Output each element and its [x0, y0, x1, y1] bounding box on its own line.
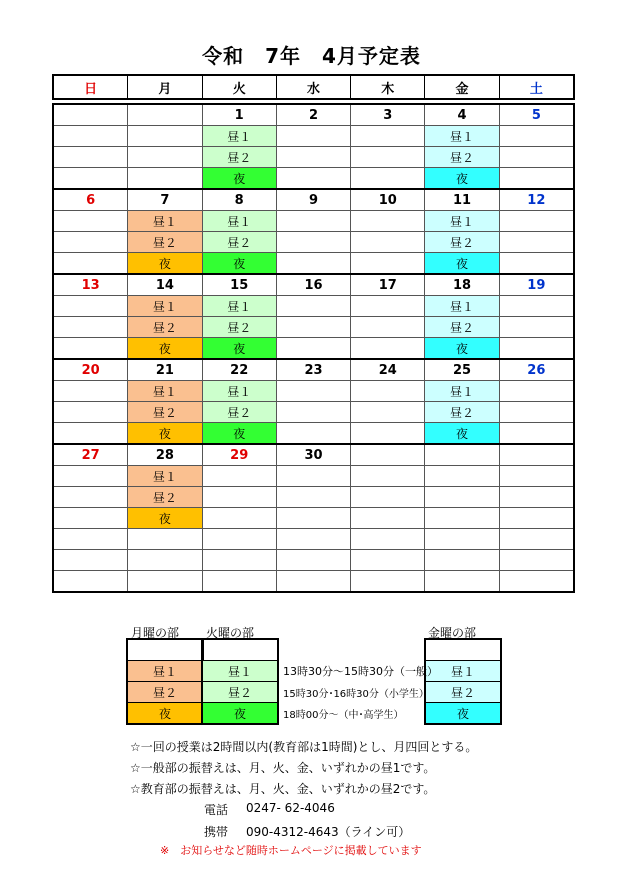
session-cell: 夜	[425, 423, 499, 445]
empty-cell	[351, 487, 425, 508]
empty-cell	[351, 402, 425, 423]
empty-cell	[499, 466, 574, 487]
mobile-number: 090-4312-4643（ライン可）	[246, 825, 411, 839]
note-general-makeup: ☆一般部の振替えは、月、火、金、いずれかの昼1です。	[130, 761, 436, 775]
note-lesson: ☆一回の授業は2時間以内(教育部は1時間)とし、月四回とする。	[130, 740, 478, 754]
empty-cell	[351, 126, 425, 147]
empty-cell	[425, 487, 499, 508]
empty-cell	[276, 550, 350, 571]
empty-cell	[351, 423, 425, 445]
day-number: 17	[351, 274, 425, 296]
empty-cell	[499, 550, 574, 571]
note-education-makeup: ☆教育部の振替えは、月、火、金、いずれかの昼2です。	[130, 782, 436, 796]
time-elementary: 15時30分･16時30分（小学生）	[283, 689, 429, 700]
session-cell: 夜	[425, 168, 499, 190]
empty-cell	[53, 529, 128, 550]
session-cell: 夜	[128, 508, 202, 529]
day-number: 2	[276, 104, 350, 126]
legend-tue	[201, 638, 279, 725]
empty-cell	[53, 338, 128, 360]
empty-cell	[202, 508, 276, 529]
session-cell: 昼１	[425, 126, 499, 147]
session-cell: 昼２	[425, 317, 499, 338]
empty-cell	[53, 508, 128, 529]
day-number: 9	[276, 189, 350, 211]
session-cell: 昼２	[202, 147, 276, 168]
weekday-sun: 日	[53, 75, 128, 99]
empty-cell	[276, 296, 350, 317]
session-row	[53, 147, 574, 168]
empty-cell	[499, 508, 574, 529]
session-cell: 夜	[128, 423, 202, 445]
empty-cell	[499, 381, 574, 402]
session-row	[53, 402, 574, 423]
empty-cell	[202, 571, 276, 593]
session-cell: 昼１	[128, 466, 202, 487]
empty-cell	[53, 126, 128, 147]
empty-cell	[351, 381, 425, 402]
empty-cell	[128, 550, 202, 571]
session-row	[53, 296, 574, 317]
day-number: 1	[202, 104, 276, 126]
day-number: 15	[202, 274, 276, 296]
empty-cell	[202, 487, 276, 508]
session-row	[53, 317, 574, 338]
day-number: 14	[128, 274, 202, 296]
session-cell: 夜	[202, 168, 276, 190]
session-cell: 昼１	[425, 211, 499, 232]
day-number: 25	[425, 359, 499, 381]
empty-cell	[276, 168, 350, 190]
day-number: 5	[499, 104, 574, 126]
empty-cell	[351, 147, 425, 168]
empty-cell	[53, 550, 128, 571]
legend-mon	[126, 638, 204, 725]
day-number: 19	[499, 274, 574, 296]
session-cell: 昼１	[202, 126, 276, 147]
session-cell: 昼２	[128, 232, 202, 253]
empty-cell	[276, 402, 350, 423]
empty-cell	[276, 487, 350, 508]
legend-fri-night: 夜	[425, 703, 501, 725]
session-cell: 昼２	[128, 487, 202, 508]
empty-cell	[351, 550, 425, 571]
empty-cell	[425, 550, 499, 571]
empty-cell	[351, 296, 425, 317]
session-cell: 昼２	[425, 232, 499, 253]
empty-cell	[499, 253, 574, 275]
day-number: 6	[53, 189, 128, 211]
session-row	[53, 126, 574, 147]
empty-cell	[499, 211, 574, 232]
empty-cell	[351, 317, 425, 338]
session-cell: 昼１	[128, 296, 202, 317]
weekday-wed: 水	[276, 75, 350, 99]
empty-cell	[499, 402, 574, 423]
session-cell: 昼１	[202, 211, 276, 232]
session-cell: 夜	[425, 253, 499, 275]
empty-cell	[499, 529, 574, 550]
weekday-tue: 火	[202, 75, 276, 99]
empty-cell	[351, 338, 425, 360]
session-row	[53, 423, 574, 445]
day-number	[425, 444, 499, 466]
session-cell: 昼２	[128, 317, 202, 338]
week-row	[53, 189, 574, 211]
empty-cell	[276, 508, 350, 529]
empty-cell	[53, 466, 128, 487]
empty-cell	[53, 423, 128, 445]
empty-cell	[425, 508, 499, 529]
empty-cell	[499, 423, 574, 445]
session-cell: 夜	[202, 253, 276, 275]
day-number: 30	[276, 444, 350, 466]
empty-cell	[351, 232, 425, 253]
session-cell: 昼１	[425, 381, 499, 402]
session-cell: 昼２	[425, 402, 499, 423]
empty-cell	[276, 211, 350, 232]
empty-cell	[276, 126, 350, 147]
session-row	[53, 211, 574, 232]
weekday-header	[52, 74, 575, 100]
empty-cell	[202, 466, 276, 487]
week-row	[53, 359, 574, 381]
session-row	[53, 381, 574, 402]
legend-mon-day1: 昼１	[127, 661, 203, 682]
day-number: 13	[53, 274, 128, 296]
empty-cell	[53, 296, 128, 317]
empty-cell	[276, 571, 350, 593]
empty-cell	[276, 232, 350, 253]
session-cell: 昼２	[202, 317, 276, 338]
week-row	[53, 274, 574, 296]
weekday-sat: 土	[499, 75, 574, 99]
empty-cell	[53, 571, 128, 593]
empty-cell	[499, 126, 574, 147]
session-row	[53, 508, 574, 529]
session-cell: 昼１	[128, 211, 202, 232]
empty-cell	[276, 466, 350, 487]
legend-blank	[127, 639, 203, 661]
legend-fri-day1: 昼１	[425, 661, 501, 682]
session-cell: 夜	[128, 338, 202, 360]
day-number	[499, 444, 574, 466]
empty-cell	[128, 147, 202, 168]
phone-number: 0247- 62-4046	[246, 801, 335, 815]
empty-cell	[351, 168, 425, 190]
mobile-label: 携帯	[204, 825, 229, 839]
phone-label: 電話	[204, 803, 229, 817]
empty-cell	[53, 168, 128, 190]
legend-fri-day2: 昼２	[425, 682, 501, 703]
empty-cell	[276, 529, 350, 550]
empty-cell	[53, 232, 128, 253]
empty-cell	[499, 168, 574, 190]
day-number: 29	[202, 444, 276, 466]
legend-mon-night: 夜	[127, 703, 203, 725]
empty-cell	[276, 423, 350, 445]
weekday-mon: 月	[128, 75, 202, 99]
session-cell: 昼１	[202, 296, 276, 317]
day-number	[351, 444, 425, 466]
empty-cell	[499, 571, 574, 593]
empty-cell	[276, 147, 350, 168]
legend-mon-title: 月曜の部	[131, 626, 180, 640]
day-number	[53, 104, 128, 126]
calendar-grid	[52, 103, 575, 593]
session-cell: 昼２	[425, 147, 499, 168]
time-junior-high: 18時00分～（中･高学生）	[283, 710, 404, 721]
session-cell: 昼２	[202, 232, 276, 253]
empty-cell	[351, 211, 425, 232]
legend-blank	[425, 639, 501, 661]
session-row	[53, 338, 574, 360]
empty-cell	[276, 253, 350, 275]
session-cell: 昼１	[425, 296, 499, 317]
session-row	[53, 487, 574, 508]
empty-cell	[53, 253, 128, 275]
day-number: 28	[128, 444, 202, 466]
week-row	[53, 104, 574, 126]
time-general: 13時30分～15時30分（一般）	[283, 665, 438, 678]
empty-cell	[53, 402, 128, 423]
day-number: 4	[425, 104, 499, 126]
legend-tue-night: 夜	[202, 703, 278, 725]
homepage-notice: ※ お知らせなど随時ホームページに掲載しています	[160, 844, 422, 857]
empty-row	[53, 550, 574, 571]
weekday-thu: 木	[351, 75, 425, 99]
empty-cell	[499, 487, 574, 508]
empty-cell	[351, 529, 425, 550]
session-cell: 夜	[202, 423, 276, 445]
empty-cell	[276, 381, 350, 402]
legend-blank	[202, 639, 278, 661]
session-cell: 夜	[128, 253, 202, 275]
legend-tue-day2: 昼２	[202, 682, 278, 703]
session-row	[53, 168, 574, 190]
empty-cell	[499, 232, 574, 253]
empty-cell	[53, 147, 128, 168]
session-cell: 夜	[425, 338, 499, 360]
day-number: 22	[202, 359, 276, 381]
empty-row	[53, 571, 574, 593]
session-row	[53, 466, 574, 487]
day-number: 23	[276, 359, 350, 381]
day-number: 7	[128, 189, 202, 211]
weekday-fri: 金	[425, 75, 499, 99]
empty-cell	[351, 466, 425, 487]
session-cell: 昼２	[128, 402, 202, 423]
day-number: 12	[499, 189, 574, 211]
session-row	[53, 253, 574, 275]
empty-cell	[351, 508, 425, 529]
day-number: 18	[425, 274, 499, 296]
week-row	[53, 444, 574, 466]
empty-cell	[351, 253, 425, 275]
legend-tue-title: 火曜の部	[206, 626, 255, 640]
empty-cell	[202, 529, 276, 550]
empty-cell	[499, 338, 574, 360]
day-number: 27	[53, 444, 128, 466]
empty-cell	[53, 317, 128, 338]
empty-cell	[499, 317, 574, 338]
empty-cell	[499, 147, 574, 168]
legend-mon-day2: 昼２	[127, 682, 203, 703]
day-number	[128, 104, 202, 126]
empty-cell	[53, 211, 128, 232]
day-number: 10	[351, 189, 425, 211]
empty-cell	[53, 487, 128, 508]
page-title: 令和 7年 4月予定表	[202, 44, 421, 68]
day-number: 8	[202, 189, 276, 211]
session-cell: 昼１	[128, 381, 202, 402]
day-number: 3	[351, 104, 425, 126]
empty-cell	[276, 317, 350, 338]
legend-fri-title: 金曜の部	[428, 626, 477, 640]
day-number: 21	[128, 359, 202, 381]
empty-cell	[128, 126, 202, 147]
session-row	[53, 232, 574, 253]
legend-fri	[424, 638, 502, 725]
day-number: 20	[53, 359, 128, 381]
day-number: 16	[276, 274, 350, 296]
legend-tue-day1: 昼１	[202, 661, 278, 682]
session-cell: 夜	[202, 338, 276, 360]
empty-cell	[128, 168, 202, 190]
empty-cell	[351, 571, 425, 593]
empty-cell	[276, 338, 350, 360]
day-number: 24	[351, 359, 425, 381]
empty-cell	[128, 571, 202, 593]
session-cell: 昼２	[202, 402, 276, 423]
empty-cell	[499, 296, 574, 317]
empty-cell	[53, 381, 128, 402]
empty-cell	[425, 571, 499, 593]
day-number: 11	[425, 189, 499, 211]
empty-cell	[128, 529, 202, 550]
empty-cell	[202, 550, 276, 571]
session-cell: 昼１	[202, 381, 276, 402]
empty-cell	[425, 529, 499, 550]
empty-cell	[425, 466, 499, 487]
day-number: 26	[499, 359, 574, 381]
empty-row	[53, 529, 574, 550]
